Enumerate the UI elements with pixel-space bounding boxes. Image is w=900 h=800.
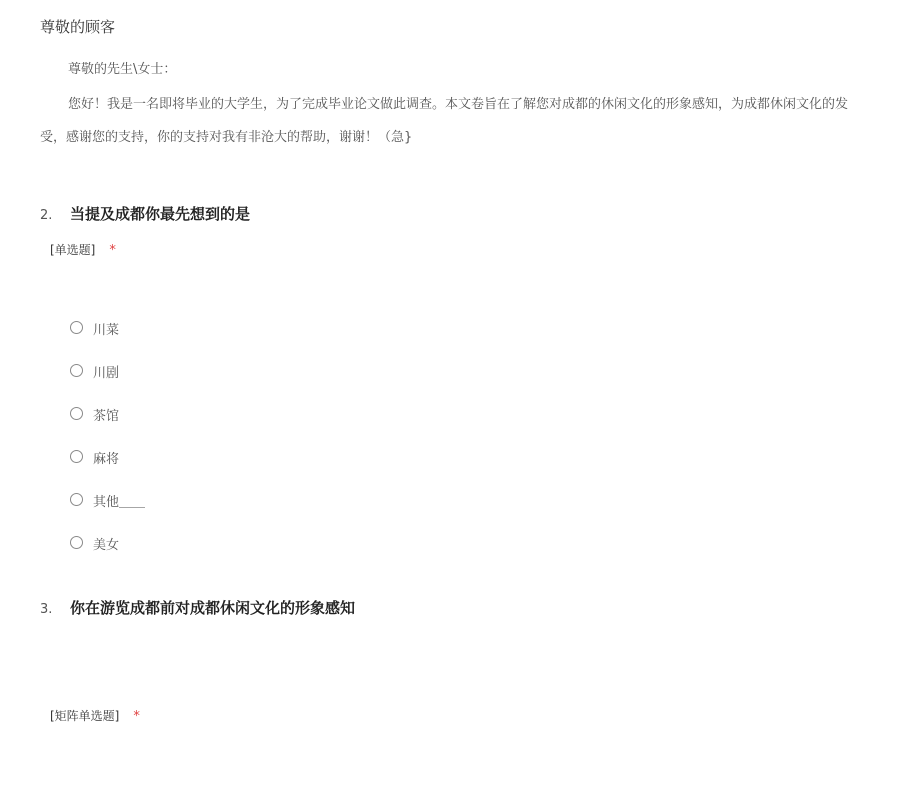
question-type-label: [矩阵单选题]	[50, 709, 120, 723]
option-chaguan[interactable]	[70, 393, 145, 436]
option-chuanju[interactable]	[70, 350, 145, 393]
question-3-type	[50, 707, 140, 724]
option-label: 茶馆	[93, 409, 120, 424]
radio-button[interactable]	[70, 493, 83, 506]
option-label: 川剧	[93, 366, 120, 381]
option-label: 麻将	[93, 452, 120, 467]
option-qita[interactable]	[70, 479, 145, 522]
radio-button[interactable]	[70, 321, 83, 334]
question-2	[40, 203, 250, 224]
question-3-title: 你在游览成都前对成都休闲文化的形象感知	[70, 599, 356, 617]
question-3	[40, 597, 355, 618]
option-label: 其他＿＿	[93, 495, 146, 510]
intro-paragraph	[40, 88, 900, 154]
intro-line-1: 您好！我是一名即将毕业的大学生，为了完成毕业论文做此调查。本文卷旨在了解您对成都的休闲文化的形象感知，为成都休闲文化的发	[68, 97, 849, 112]
question-2-type	[50, 241, 116, 258]
option-meinv[interactable]	[70, 522, 145, 565]
radio-button[interactable]	[70, 536, 83, 549]
required-marker: *	[109, 243, 116, 258]
option-chuancai[interactable]	[70, 307, 145, 350]
option-label: 川菜	[93, 323, 120, 338]
radio-button[interactable]	[70, 407, 83, 420]
question-2-header	[40, 203, 250, 224]
radio-button[interactable]	[70, 364, 83, 377]
intro-line-2: 受，感谢您的支持，你的支持对我有非沧大的帮助，谢谢！（急}	[40, 130, 413, 145]
question-3-number: 3.	[40, 602, 53, 617]
option-label: 美女	[93, 538, 120, 553]
required-marker: *	[133, 709, 140, 724]
question-2-options	[70, 307, 145, 565]
question-2-number: 2.	[40, 208, 53, 223]
question-2-title: 当提及成都你最先想到的是	[70, 205, 251, 223]
question-type-label: [单选题]	[50, 243, 96, 257]
option-majiang[interactable]	[70, 436, 145, 479]
question-3-header	[40, 597, 355, 618]
radio-button[interactable]	[70, 450, 83, 463]
greeting-text: 尊敬的先生\女士：	[68, 62, 177, 77]
survey-title: 尊敬的顾客	[40, 18, 116, 36]
